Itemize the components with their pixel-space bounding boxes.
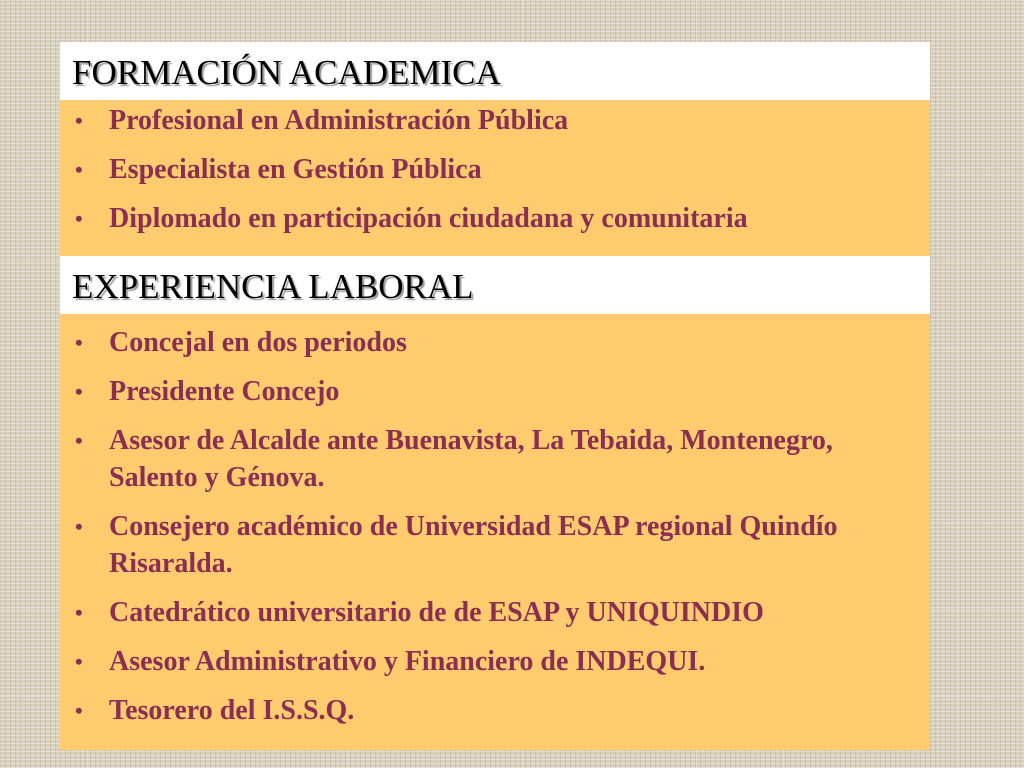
slide bbox=[60, 42, 930, 750]
experiencia-title: EXPERIENCIA LABORAL bbox=[72, 267, 474, 306]
bullet-icon: • bbox=[75, 206, 83, 231]
list-item-text: Concejal en dos periodos bbox=[109, 327, 407, 358]
list-item bbox=[60, 324, 930, 361]
list-item bbox=[60, 373, 930, 410]
bullet-icon: • bbox=[75, 157, 83, 182]
list-item-text: Asesor Administrativo y Financiero de INDEQUI. bbox=[109, 646, 706, 677]
list-item-text: Presidente Concejo bbox=[109, 376, 340, 407]
bullet-icon: • bbox=[75, 649, 83, 674]
bullet-icon: • bbox=[75, 698, 83, 723]
list-item bbox=[60, 643, 930, 680]
list-item-text: Especialista en Gestión Pública bbox=[109, 154, 482, 185]
list-item-text: Diplomado en participación ciudadana y comunitaria bbox=[109, 203, 748, 234]
bullet-icon: • bbox=[75, 379, 83, 404]
list-item-text: Profesional en Administración Pública bbox=[109, 105, 569, 136]
formacion-list bbox=[60, 102, 930, 249]
list-item bbox=[60, 200, 930, 237]
formacion-heading-bar bbox=[60, 42, 930, 100]
list-item-text: Catedrático universitario de de ESAP y UNIQUINDIO bbox=[109, 597, 764, 628]
list-item bbox=[60, 508, 930, 582]
list-item bbox=[60, 422, 930, 496]
bullet-icon: • bbox=[75, 108, 83, 133]
bullet-icon: • bbox=[75, 514, 83, 539]
list-item bbox=[60, 102, 930, 139]
list-item bbox=[60, 594, 930, 631]
formacion-title: FORMACIÓN ACADEMICA bbox=[72, 53, 501, 92]
experiencia-list-box bbox=[60, 314, 930, 750]
list-item bbox=[60, 151, 930, 188]
experiencia-list bbox=[60, 324, 930, 741]
bullet-icon: • bbox=[75, 330, 83, 355]
formacion-list-box bbox=[60, 100, 930, 256]
experiencia-heading-bar bbox=[60, 256, 930, 314]
list-item-text: Asesor de Alcalde ante Buenavista, La Tebaida, Montenegro, Salento y Génova. bbox=[109, 425, 833, 493]
bullet-icon: • bbox=[75, 600, 83, 625]
bullet-icon: • bbox=[75, 428, 83, 453]
list-item bbox=[60, 692, 930, 729]
list-item-text: Tesorero del I.S.S.Q. bbox=[109, 695, 355, 726]
list-item-text: Consejero académico de Universidad ESAP regional Quindío Risaralda. bbox=[109, 511, 838, 579]
